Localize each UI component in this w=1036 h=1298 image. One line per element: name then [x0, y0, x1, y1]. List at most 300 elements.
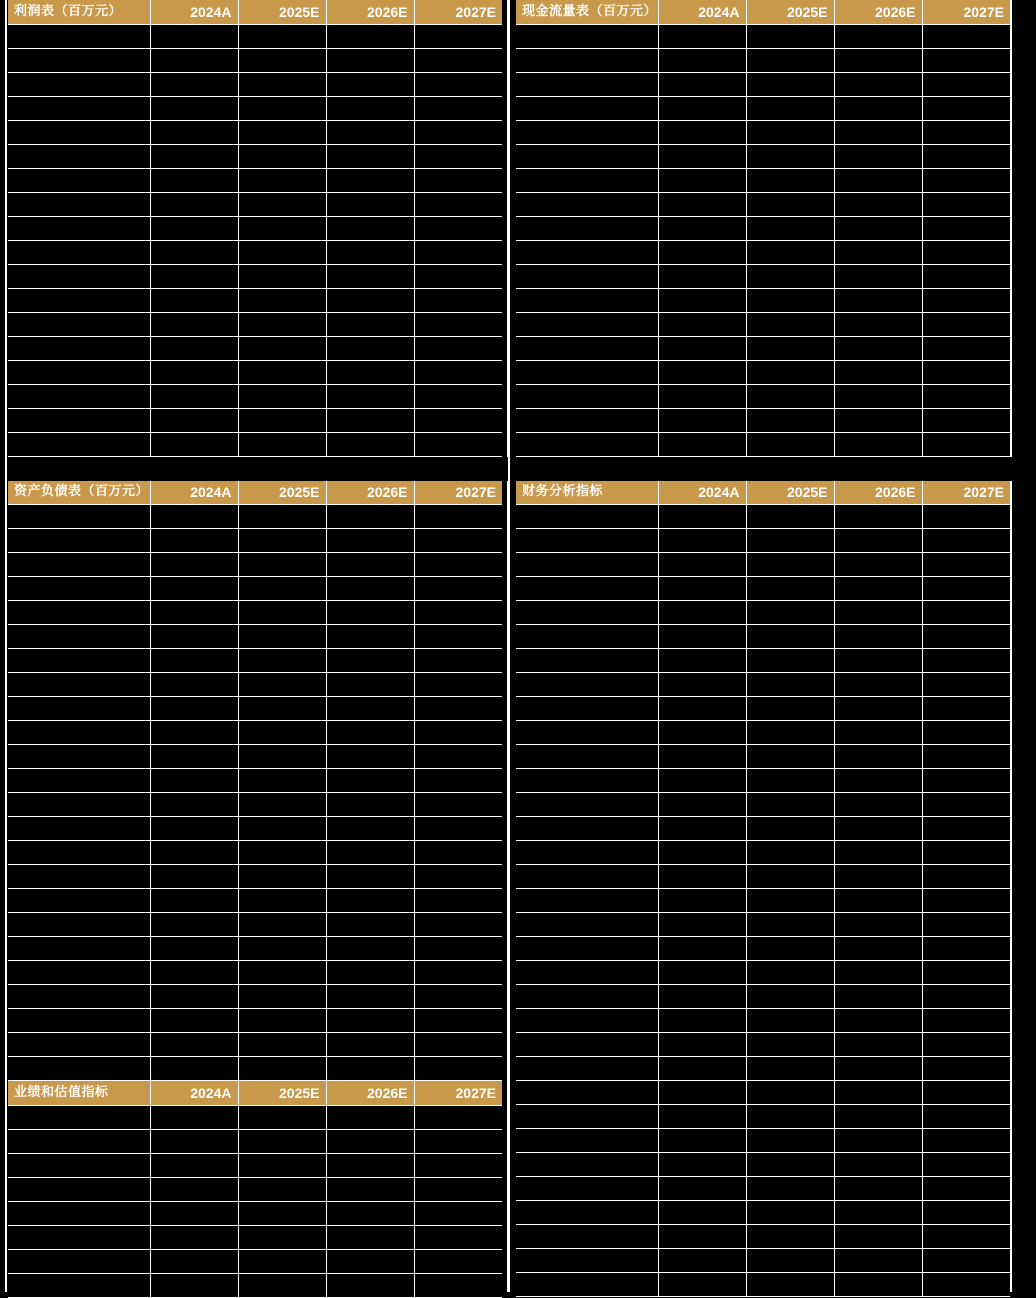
row-label	[8, 384, 150, 408]
table-body	[516, 505, 1010, 1297]
cell-year-4	[414, 384, 502, 408]
cell-year-2	[746, 913, 834, 937]
cell-year-4	[414, 529, 502, 553]
cell-year-2	[238, 168, 326, 192]
row-label	[516, 553, 658, 577]
cell-year-3	[326, 913, 414, 937]
row-label	[8, 240, 150, 264]
table-row	[8, 625, 502, 649]
table-balance-sheet	[8, 481, 502, 1082]
cell-year-1	[658, 1105, 746, 1129]
table-header	[8, 481, 502, 505]
cell-year-1	[658, 505, 746, 529]
cell-year-3	[326, 673, 414, 697]
row-label	[8, 577, 150, 601]
cell-year-2	[238, 288, 326, 312]
table-row	[8, 1105, 502, 1129]
cell-year-1	[658, 553, 746, 577]
table-row	[516, 505, 1010, 529]
row-label	[8, 1105, 150, 1129]
cell-year-3	[834, 24, 922, 48]
cell-year-4	[922, 72, 1010, 96]
cell-year-2	[238, 1153, 326, 1177]
cell-year-4	[414, 937, 502, 961]
cell-year-3	[834, 793, 922, 817]
table-row	[516, 769, 1010, 793]
row-label	[516, 432, 658, 456]
cell-year-2	[746, 673, 834, 697]
table-row	[8, 216, 502, 240]
cell-year-3	[326, 1177, 414, 1201]
table-row	[8, 913, 502, 937]
cell-year-2	[238, 144, 326, 168]
row-label	[516, 673, 658, 697]
cell-year-2	[238, 384, 326, 408]
cell-year-3	[326, 1033, 414, 1057]
table-row	[8, 985, 502, 1009]
row-label	[8, 120, 150, 144]
cell-year-3	[326, 96, 414, 120]
table-row	[516, 1249, 1010, 1273]
table-row	[516, 384, 1010, 408]
cell-year-2	[746, 1009, 834, 1033]
table-row	[8, 24, 502, 48]
cell-year-3	[326, 817, 414, 841]
cell-year-1	[150, 168, 238, 192]
cell-year-4	[922, 721, 1010, 745]
cell-year-4	[922, 360, 1010, 384]
cell-year-4	[414, 601, 502, 625]
row-label	[8, 961, 150, 985]
row-label	[516, 48, 658, 72]
row-label	[516, 264, 658, 288]
cell-year-1	[658, 625, 746, 649]
cell-year-4	[414, 312, 502, 336]
cell-year-3	[834, 1249, 922, 1273]
cell-year-1	[658, 673, 746, 697]
cell-year-2	[746, 72, 834, 96]
row-label	[8, 937, 150, 961]
cell-year-3	[834, 601, 922, 625]
table-row	[516, 673, 1010, 697]
table-row	[8, 360, 502, 384]
header-row	[516, 481, 1010, 505]
cell-year-2	[238, 1105, 326, 1129]
column-header-year-1: 2024A	[150, 1081, 238, 1105]
header-row	[516, 0, 1010, 24]
left-border-rule	[5, 0, 7, 1292]
cell-year-2	[238, 721, 326, 745]
table-row	[8, 264, 502, 288]
cell-year-1	[658, 264, 746, 288]
cell-year-4	[414, 889, 502, 913]
cell-year-4	[414, 577, 502, 601]
row-label	[8, 625, 150, 649]
row-label	[516, 24, 658, 48]
cell-year-3	[326, 144, 414, 168]
cell-year-2	[238, 649, 326, 673]
table-row	[516, 192, 1010, 216]
cell-year-4	[414, 649, 502, 673]
row-label	[516, 1081, 658, 1105]
table-row	[8, 72, 502, 96]
cell-year-4	[922, 168, 1010, 192]
table-row	[516, 312, 1010, 336]
column-header-year-4: 2027E	[414, 1081, 502, 1105]
cell-year-3	[834, 865, 922, 889]
cell-year-4	[922, 1201, 1010, 1225]
row-label	[516, 312, 658, 336]
row-label	[8, 553, 150, 577]
table-title: 利润表（百万元）	[8, 0, 150, 24]
cell-year-4	[922, 1105, 1010, 1129]
row-label	[516, 841, 658, 865]
cell-year-3	[834, 432, 922, 456]
cell-year-3	[834, 817, 922, 841]
table-financial-analysis-indicators	[516, 481, 1010, 1298]
row-label	[8, 889, 150, 913]
cell-year-1	[150, 1105, 238, 1129]
cell-year-4	[922, 625, 1010, 649]
cell-year-3	[834, 1225, 922, 1249]
row-label	[8, 72, 150, 96]
cell-year-3	[326, 192, 414, 216]
cell-year-3	[326, 793, 414, 817]
cell-year-3	[834, 937, 922, 961]
cell-year-1	[150, 769, 238, 793]
cell-year-1	[150, 192, 238, 216]
cell-year-3	[834, 769, 922, 793]
table-row	[8, 889, 502, 913]
row-label	[8, 432, 150, 456]
cell-year-3	[834, 697, 922, 721]
cell-year-1	[658, 336, 746, 360]
cell-year-1	[658, 985, 746, 1009]
cell-year-3	[326, 745, 414, 769]
cell-year-2	[746, 625, 834, 649]
cell-year-2	[746, 1201, 834, 1225]
row-label	[516, 1249, 658, 1273]
cell-year-4	[414, 168, 502, 192]
cell-year-2	[238, 408, 326, 432]
cell-year-3	[834, 72, 922, 96]
cell-year-2	[238, 432, 326, 456]
table-row	[8, 577, 502, 601]
cell-year-2	[238, 1129, 326, 1153]
row-label	[516, 961, 658, 985]
table-row	[516, 360, 1010, 384]
cell-year-1	[150, 721, 238, 745]
row-label	[516, 1153, 658, 1177]
cell-year-4	[414, 961, 502, 985]
cell-year-3	[326, 1105, 414, 1129]
row-label	[8, 1273, 150, 1297]
cell-year-2	[746, 336, 834, 360]
table-row	[8, 817, 502, 841]
cell-year-1	[150, 1273, 238, 1297]
cell-year-4	[922, 384, 1010, 408]
cell-year-1	[150, 1033, 238, 1057]
table-row	[516, 120, 1010, 144]
cell-year-1	[150, 553, 238, 577]
cell-year-2	[746, 48, 834, 72]
cell-year-2	[746, 937, 834, 961]
table-row	[8, 1057, 502, 1081]
cell-year-4	[922, 745, 1010, 769]
cell-year-4	[414, 1153, 502, 1177]
cell-year-2	[746, 120, 834, 144]
cell-year-2	[746, 721, 834, 745]
cell-year-4	[414, 505, 502, 529]
table-row	[516, 1153, 1010, 1177]
cell-year-1	[150, 360, 238, 384]
cell-year-3	[834, 408, 922, 432]
header-row	[8, 481, 502, 505]
table-row	[8, 721, 502, 745]
cell-year-2	[238, 889, 326, 913]
row-label	[516, 937, 658, 961]
cell-year-2	[746, 1105, 834, 1129]
cell-year-4	[922, 577, 1010, 601]
cell-year-3	[834, 144, 922, 168]
cell-year-1	[658, 1033, 746, 1057]
table-row	[516, 961, 1010, 985]
cell-year-2	[238, 360, 326, 384]
table-row	[8, 120, 502, 144]
cell-year-3	[326, 1129, 414, 1153]
cell-year-1	[658, 1273, 746, 1297]
cell-year-4	[922, 288, 1010, 312]
cell-year-3	[326, 408, 414, 432]
cell-year-1	[658, 529, 746, 553]
row-label	[516, 360, 658, 384]
cell-year-2	[238, 577, 326, 601]
cell-year-2	[746, 697, 834, 721]
row-label	[516, 505, 658, 529]
table-row	[516, 240, 1010, 264]
cell-year-4	[414, 841, 502, 865]
table-body	[516, 24, 1010, 456]
table-row	[8, 240, 502, 264]
cell-year-3	[326, 72, 414, 96]
row-label	[8, 24, 150, 48]
cell-year-1	[150, 1177, 238, 1201]
table-row	[516, 24, 1010, 48]
cell-year-1	[658, 961, 746, 985]
cell-year-4	[922, 1009, 1010, 1033]
cell-year-3	[834, 192, 922, 216]
row-label	[516, 168, 658, 192]
cell-year-1	[150, 1009, 238, 1033]
column-header-year-3: 2026E	[326, 0, 414, 24]
cell-year-4	[922, 865, 1010, 889]
cell-year-4	[922, 841, 1010, 865]
cell-year-3	[834, 1177, 922, 1201]
cell-year-1	[658, 601, 746, 625]
cell-year-1	[658, 432, 746, 456]
cell-year-3	[326, 288, 414, 312]
cell-year-4	[414, 24, 502, 48]
column-header-year-3: 2026E	[834, 0, 922, 24]
cell-year-3	[326, 985, 414, 1009]
cell-year-2	[238, 264, 326, 288]
cell-year-4	[922, 649, 1010, 673]
row-label	[516, 1129, 658, 1153]
cell-year-4	[414, 745, 502, 769]
cell-year-2	[746, 192, 834, 216]
cell-year-3	[834, 841, 922, 865]
cell-year-4	[922, 216, 1010, 240]
cell-year-4	[922, 24, 1010, 48]
cell-year-1	[658, 72, 746, 96]
row-label	[8, 529, 150, 553]
cell-year-1	[658, 1177, 746, 1201]
table-row	[8, 144, 502, 168]
row-label	[8, 697, 150, 721]
row-label	[516, 1033, 658, 1057]
table-row	[516, 408, 1010, 432]
cell-year-4	[922, 937, 1010, 961]
cell-year-2	[746, 889, 834, 913]
column-header-year-2: 2025E	[238, 0, 326, 24]
table-row	[8, 1153, 502, 1177]
cell-year-2	[238, 625, 326, 649]
cell-year-4	[922, 1177, 1010, 1201]
cell-year-2	[746, 96, 834, 120]
column-header-year-2: 2025E	[238, 481, 326, 505]
row-label	[8, 1009, 150, 1033]
row-label	[8, 1057, 150, 1081]
row-label	[516, 288, 658, 312]
cell-year-2	[238, 865, 326, 889]
cell-year-3	[326, 865, 414, 889]
cell-year-3	[326, 505, 414, 529]
table-row	[516, 529, 1010, 553]
table-body	[8, 24, 502, 456]
cell-year-4	[922, 1249, 1010, 1273]
cell-year-1	[658, 1081, 746, 1105]
cell-year-1	[150, 288, 238, 312]
table-gap	[8, 457, 508, 481]
cell-year-2	[746, 649, 834, 673]
cell-year-3	[326, 1009, 414, 1033]
cell-year-4	[922, 601, 1010, 625]
cell-year-3	[834, 577, 922, 601]
table-row	[8, 649, 502, 673]
cell-year-2	[238, 697, 326, 721]
cell-year-2	[746, 240, 834, 264]
cell-year-1	[150, 529, 238, 553]
cell-year-2	[238, 553, 326, 577]
table-row	[516, 865, 1010, 889]
cell-year-3	[834, 1129, 922, 1153]
table-row	[516, 168, 1010, 192]
column-header-year-1: 2024A	[658, 0, 746, 24]
cell-year-2	[238, 937, 326, 961]
table-row	[8, 192, 502, 216]
cell-year-2	[746, 1129, 834, 1153]
cell-year-3	[326, 625, 414, 649]
table-row	[516, 1177, 1010, 1201]
cell-year-3	[834, 1201, 922, 1225]
cell-year-2	[746, 216, 834, 240]
table-header	[516, 0, 1010, 24]
cell-year-3	[326, 1273, 414, 1297]
cell-year-3	[834, 1033, 922, 1057]
row-label	[516, 1177, 658, 1201]
row-label	[8, 745, 150, 769]
table-row	[8, 793, 502, 817]
row-label	[8, 865, 150, 889]
row-label	[8, 1201, 150, 1225]
table-row	[8, 312, 502, 336]
cell-year-3	[834, 384, 922, 408]
cell-year-1	[150, 1057, 238, 1081]
cell-year-1	[150, 1153, 238, 1177]
cell-year-4	[414, 360, 502, 384]
cell-year-1	[658, 745, 746, 769]
cell-year-4	[414, 697, 502, 721]
table-row	[8, 336, 502, 360]
cell-year-2	[238, 817, 326, 841]
table-row	[516, 577, 1010, 601]
left-column	[8, 0, 508, 1298]
table-row	[8, 865, 502, 889]
table-row	[8, 673, 502, 697]
row-label	[516, 913, 658, 937]
cell-year-2	[746, 408, 834, 432]
cell-year-4	[414, 673, 502, 697]
cell-year-2	[746, 144, 834, 168]
cell-year-1	[658, 48, 746, 72]
cell-year-1	[150, 1249, 238, 1273]
cell-year-4	[922, 1057, 1010, 1081]
column-header-year-4: 2027E	[414, 0, 502, 24]
table-row	[516, 1129, 1010, 1153]
table-row	[516, 601, 1010, 625]
cell-year-1	[658, 408, 746, 432]
cell-year-2	[238, 24, 326, 48]
cell-year-4	[922, 120, 1010, 144]
row-label	[8, 192, 150, 216]
cell-year-3	[834, 48, 922, 72]
cell-year-2	[238, 505, 326, 529]
cell-year-1	[658, 1249, 746, 1273]
cell-year-1	[658, 937, 746, 961]
cell-year-1	[150, 985, 238, 1009]
cell-year-3	[326, 697, 414, 721]
cell-year-1	[150, 913, 238, 937]
cell-year-4	[414, 240, 502, 264]
table-row	[8, 1273, 502, 1297]
cell-year-2	[238, 312, 326, 336]
cell-year-1	[150, 817, 238, 841]
cell-year-4	[414, 553, 502, 577]
row-label	[8, 216, 150, 240]
cell-year-1	[658, 769, 746, 793]
cell-year-4	[922, 553, 1010, 577]
table-row	[516, 288, 1010, 312]
row-label	[516, 889, 658, 913]
cell-year-4	[414, 721, 502, 745]
cell-year-1	[658, 120, 746, 144]
cell-year-4	[414, 192, 502, 216]
table-header	[8, 0, 502, 24]
table-row	[516, 625, 1010, 649]
row-label	[8, 312, 150, 336]
cell-year-3	[326, 360, 414, 384]
cell-year-2	[746, 384, 834, 408]
